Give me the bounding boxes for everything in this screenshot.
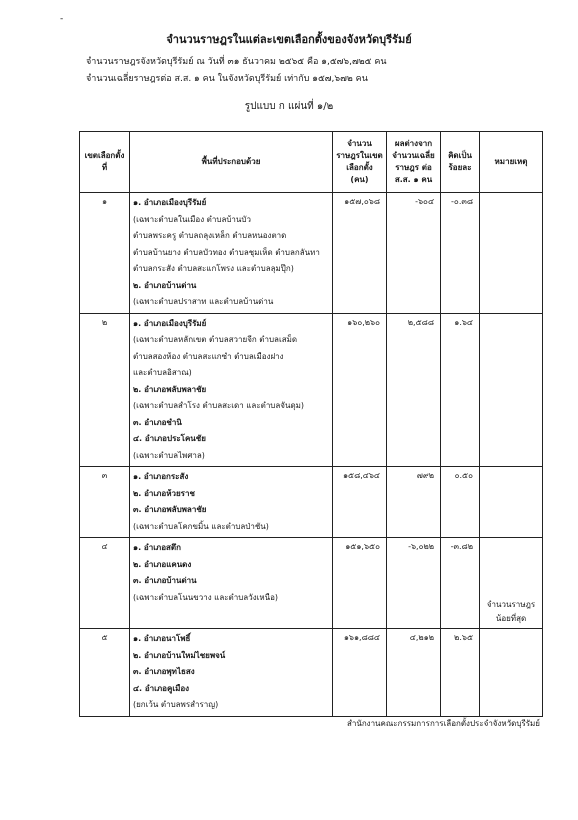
- corner-mark: -: [60, 14, 64, 24]
- header-remark: หมายเหตุ: [480, 132, 543, 193]
- district-number: ๓: [80, 467, 130, 538]
- area-district-name: ๒. อำเภอบ้านใหม่ไชยพจน์: [133, 650, 226, 660]
- population-value: ๑๕๘,๔๖๔: [333, 467, 387, 538]
- area-cell: [130, 193, 333, 314]
- area-subdistrict-list: ตำบลบ้านยาง ตำบลบัวทอง ตำบลชุมเห็ด ตำบลกลันทา: [133, 247, 320, 257]
- area-district-name: ๓. อำเภอชำนิ: [133, 417, 182, 427]
- area-district-name: ๒. อำเภอบ้านด่าน: [133, 280, 197, 290]
- area-cell: [130, 313, 333, 467]
- area-district-name: ๒. อำเภอห้วยราช: [133, 488, 195, 498]
- area-subdistrict-list: (เฉพาะตำบลโนนขวาง และตำบลวังเหนือ): [133, 592, 278, 602]
- intro-line-population: จำนวนราษฎรจังหวัดบุรีรัมย์ ณ วันที่ ๓๑ ธันวาคม ๒๕๖๕ คือ ๑,๕๗๖,๗๒๕ คน: [86, 57, 387, 67]
- remark-cell: [480, 313, 543, 467]
- area-subdistrict-list: (เฉพาะตำบลสำโรง ตำบลสะเดา และตำบลจันดุม): [133, 401, 305, 410]
- area-district-name: ๒. อำเภอพลับพลาชัย: [133, 384, 207, 394]
- table-row: [80, 629, 543, 717]
- district-number: ๕: [80, 629, 130, 717]
- percent-value: -๓.๘๒: [441, 538, 480, 629]
- difference-value: ๒,๕๘๘: [387, 313, 441, 467]
- difference-value: -๖๐๔: [387, 193, 441, 314]
- table-row: [80, 313, 543, 467]
- area-subdistrict-list: (เฉพาะตำบลหลักเขต ตำบลสวายจีก ตำบลเสม็ด: [133, 335, 298, 344]
- document-title: จำนวนราษฎรในแต่ละเขตเลือกตั้งของจังหวัดบุรีรัมย์: [166, 33, 412, 46]
- area-cell: [130, 629, 333, 717]
- table-row: [80, 538, 543, 629]
- remark-cell: จำนวนราษฎรน้อยที่สุด: [480, 538, 543, 629]
- population-value: ๑๕๑,๖๕๐: [333, 538, 387, 629]
- footer-office: สำนักงานคณะกรรมการการเลือกตั้งประจำจังหวัดบุรีรัมย์: [346, 719, 540, 728]
- header-diff: ผลต่างจากจำนวนเฉลี่ยราษฎร ต่อ ส.ส. ๑ คน: [387, 132, 441, 193]
- difference-value: ๔,๒๑๒: [387, 629, 441, 717]
- area-district-name: ๔. อำเภอประโคนชัย: [133, 434, 206, 443]
- area-district-name: ๑. อำเภอเมืองบุรีรัมย์: [133, 198, 207, 207]
- area-district-name: ๓. อำเภอพลับพลาชัย: [133, 505, 207, 514]
- area-district-name: ๒. อำเภอแคนดง: [133, 559, 192, 569]
- table-header-row: [80, 132, 543, 193]
- area-subdistrict-list: ตำบลสองห้อง ตำบลสะแกซำ ตำบลเมืองฝาง: [133, 351, 284, 361]
- percent-value: -๐.๓๘: [441, 193, 480, 314]
- district-number: ๒: [80, 313, 130, 467]
- area-district-name: ๑. อำเภอเมืองบุรีรัมย์: [133, 318, 207, 328]
- district-number: ๔: [80, 538, 130, 629]
- difference-value: ๗๙๒: [387, 467, 441, 538]
- percent-value: ๒.๖๕: [441, 629, 480, 717]
- area-cell: [130, 467, 333, 538]
- area-subdistrict-list: (เฉพาะตำบลปราสาท และตำบลบ้านด่าน: [133, 297, 274, 306]
- remark-cell: [480, 629, 543, 717]
- area-subdistrict-list: (ยกเว้น ตำบลพรสำราญ): [133, 700, 219, 709]
- area-district-name: ๑. อำเภอสตึก: [133, 543, 181, 552]
- table-row: [80, 467, 543, 538]
- form-subtitle: รูปแบบ ก แผ่นที่ ๑/๒: [244, 101, 334, 112]
- area-district-name: ๑. อำเภอนาโพธิ์: [133, 634, 191, 643]
- area-cell: [130, 538, 333, 629]
- remark-cell: [480, 467, 543, 538]
- header-district: เขตเลือกตั้งที่: [80, 132, 130, 193]
- population-value: ๑๕๗,๐๖๘: [333, 193, 387, 314]
- intro-line-average: จำนวนเฉลี่ยราษฎรต่อ ส.ส. ๑ คน ในจังหวัดบุรีรัมย์ เท่ากับ ๑๕๗,๖๗๒ คน: [86, 74, 368, 84]
- area-subdistrict-list: (เฉพาะตำบลโคกขมิ้น และตำบลป่าชัน): [133, 521, 269, 531]
- header-population: จำนวนราษฎรในเขตเลือกตั้ง (คน): [333, 132, 387, 193]
- area-subdistrict-list: ตำบลกระสัง ตำบลสะแกโพรง และตำบลลุมปุ๊ก): [133, 264, 294, 273]
- percent-value: ๑.๖๔: [441, 313, 480, 467]
- header-area: พื้นที่ประกอบด้วย: [130, 132, 333, 193]
- header-percent: คิดเป็นร้อยละ: [441, 132, 480, 193]
- area-subdistrict-list: และตำบลอิสาณ): [133, 368, 192, 377]
- remark-cell: [480, 193, 543, 314]
- area-district-name: ๓. อำเภอพุทไธสง: [133, 667, 195, 676]
- area-district-name: ๓. อำเภอบ้านด่าน: [133, 576, 197, 585]
- population-value: ๑๖๑,๘๘๔: [333, 629, 387, 717]
- area-district-name: ๑. อำเภอกระสัง: [133, 472, 189, 481]
- difference-value: -๖,๐๒๒: [387, 538, 441, 629]
- district-table: [79, 131, 543, 717]
- area-subdistrict-list: (เฉพาะตำบลไพศาล): [133, 450, 205, 460]
- population-value: ๑๖๐,๒๖๐: [333, 313, 387, 467]
- area-district-name: ๔. อำเภอคูเมือง: [133, 683, 190, 693]
- area-subdistrict-list: (เฉพาะตำบลในเมือง ตำบลบ้านบัว: [133, 214, 251, 224]
- district-number: ๑: [80, 193, 130, 314]
- area-subdistrict-list: ตำบลพระครู ตำบลถลุงเหล็ก ตำบลหนองตาด: [133, 231, 287, 240]
- table-row: [80, 193, 543, 314]
- percent-value: ๐.๕๐: [441, 467, 480, 538]
